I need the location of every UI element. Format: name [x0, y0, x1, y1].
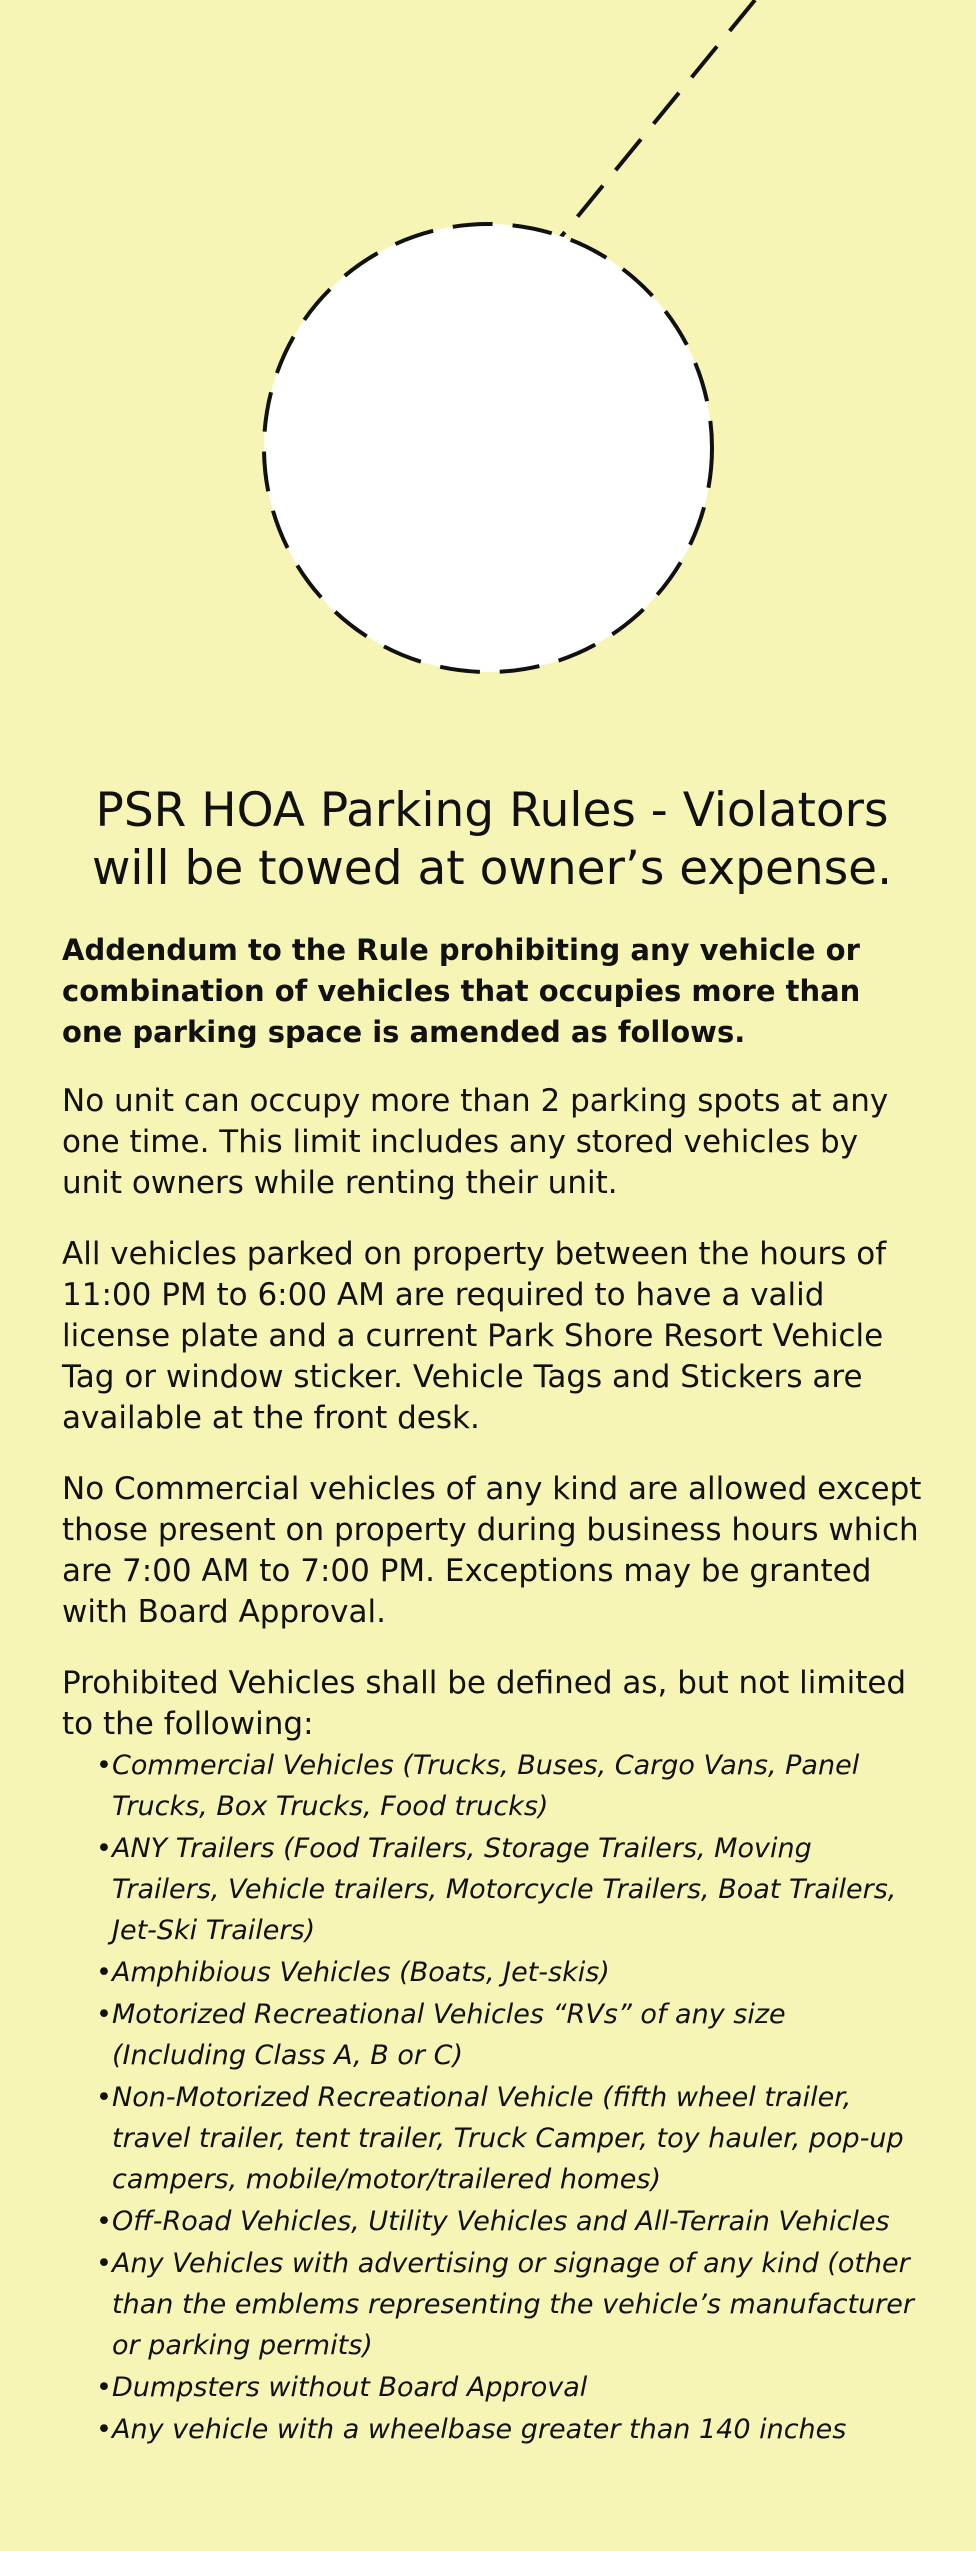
title-line-2: will be towed at owner’s expense.	[91, 841, 893, 896]
prohibited-intro: Prohibited Vehicles shall be defined as, but not limited to the following:	[62, 1665, 907, 1742]
list-item: • Any Vehicles with advertising or signage of any kind (other than the emblems representing the vehicle’s manufacturer or parking permits)	[96, 2243, 922, 2366]
rules-content	[62, 782, 922, 2451]
bullet-icon: •	[96, 2082, 112, 2113]
bullet-icon: •	[96, 1957, 112, 1988]
list-item: • ANY Trailers (Food Trailers, Storage Trailers, Moving Trailers, Vehicle trailers, Motorcycle Trailers, Boat Trailers, Jet-Ski Trailers)	[96, 1828, 922, 1951]
bullet-icon: •	[96, 1750, 112, 1781]
list-item: • Motorized Recreational Vehicles “RVs” of any size (Including Class A, B or C)	[96, 1994, 922, 2076]
rule-paragraph-commercial: No Commercial vehicles of any kind are allowed except those present on property during business hours which are 7:00 AM to 7:00 PM. Exceptions may be granted with Board Approval.	[62, 1471, 922, 1630]
bullet-icon: •	[96, 2206, 112, 2237]
bullet-icon: •	[96, 1999, 112, 2030]
list-item: • Non-Motorized Recreational Vehicle (fifth wheel trailer, travel trailer, tent trailer, Truck Camper, toy hauler, pop-up campers, mobile/motor/trailered homes)	[96, 2077, 922, 2200]
page-title	[62, 782, 922, 898]
rule-paragraph-spots: No unit can occupy more than 2 parking spots at any one time. This limit includes any stored vehicles by unit owners while renting their unit.	[62, 1083, 889, 1201]
title-line-1: PSR HOA Parking Rules - Violators	[95, 783, 889, 838]
bullet-icon: •	[96, 1833, 112, 1864]
hanger-hole	[264, 224, 712, 672]
cut-slit-line	[560, 0, 755, 238]
list-item: • Any vehicle with a wheelbase greater than 140 inches	[96, 2409, 922, 2450]
door-hanger-cutout	[0, 0, 976, 700]
bullet-icon: •	[96, 2414, 112, 2445]
list-item: • Off-Road Vehicles, Utility Vehicles and All-Terrain Vehicles	[96, 2201, 922, 2242]
addendum-text: Addendum to the Rule prohibiting any vehicle or combination of vehicles that occupies more than one parking space is amended as follows.	[62, 933, 861, 1049]
list-item: • Dumpsters without Board Approval	[96, 2367, 922, 2408]
prohibited-vehicle-list	[62, 1745, 922, 2450]
list-item: • Amphibious Vehicles (Boats, Jet-skis)	[96, 1952, 922, 1993]
bullet-icon: •	[96, 2248, 112, 2279]
bullet-icon: •	[96, 2372, 112, 2403]
list-item: • Commercial Vehicles (Trucks, Buses, Cargo Vans, Panel Trucks, Box Trucks, Food trucks)	[96, 1745, 922, 1827]
rule-paragraph-tags: All vehicles parked on property between the hours of 11:00 PM to 6:00 AM are required to have a valid license plate and a current Park Shore Resort Vehicle Tag or window sticker. Vehicle Tags and Stickers are available at the front desk.	[62, 1236, 887, 1436]
